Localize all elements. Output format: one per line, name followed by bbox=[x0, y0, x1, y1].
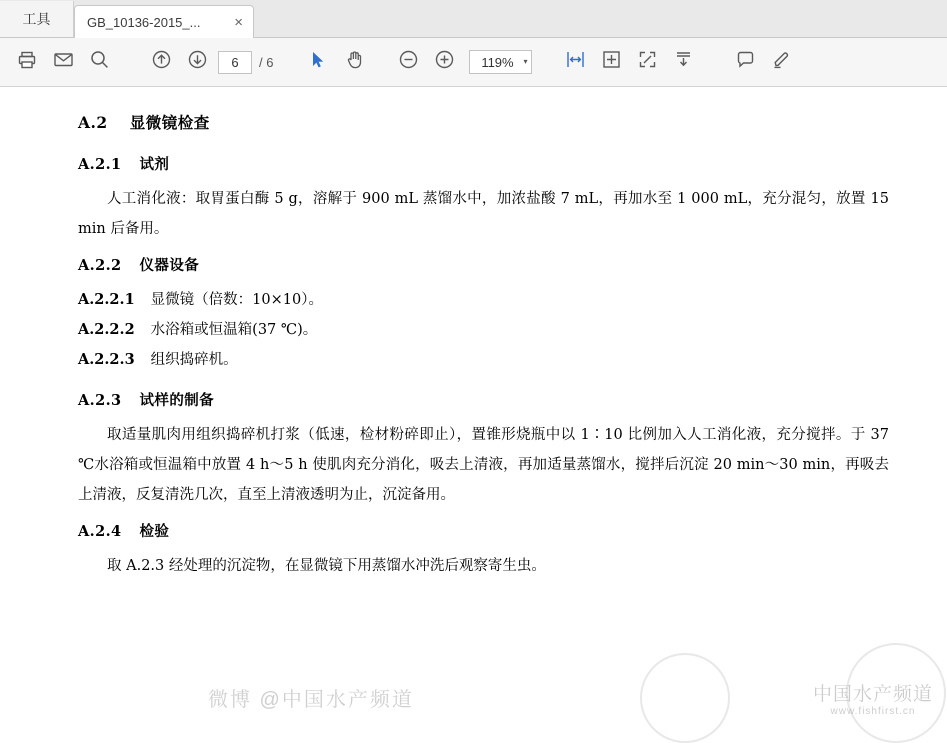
item-text: 组织捣碎机。 bbox=[150, 352, 238, 368]
comment-icon bbox=[735, 49, 756, 75]
section-title: 检验 bbox=[139, 523, 170, 540]
page-number-input[interactable] bbox=[218, 51, 252, 74]
weibo-watermark: 微博 @中国水产频道 bbox=[208, 689, 414, 711]
toolbar bbox=[0, 38, 947, 87]
tab-bar bbox=[0, 0, 947, 38]
tab-tools-label: 工具 bbox=[22, 11, 51, 27]
printer-icon bbox=[17, 50, 37, 75]
tab-document[interactable] bbox=[74, 5, 254, 38]
print-button[interactable] bbox=[10, 45, 44, 79]
section-heading-a24 bbox=[78, 520, 889, 541]
zoom-out-button[interactable] bbox=[391, 45, 425, 79]
section-heading-a22 bbox=[78, 254, 889, 275]
item-text: 水浴箱或恒温箱(37 ℃)。 bbox=[150, 322, 318, 338]
fit-page-icon bbox=[601, 49, 622, 75]
arrow-down-icon bbox=[187, 49, 208, 75]
section-number: A.2 bbox=[78, 113, 108, 132]
zoom-in-button[interactable] bbox=[427, 45, 461, 79]
minus-circle-icon bbox=[398, 49, 419, 75]
section-number: A.2.4 bbox=[78, 523, 122, 540]
zoom-level-select[interactable] bbox=[469, 50, 532, 74]
scroll-down-icon bbox=[673, 49, 694, 75]
magnifier-icon bbox=[89, 49, 110, 75]
tab-document-label: GB_10136-2015_... bbox=[87, 14, 201, 30]
section-heading-a21 bbox=[78, 153, 889, 174]
watermark-circle bbox=[640, 653, 730, 743]
highlight-button[interactable] bbox=[764, 45, 798, 79]
arrow-up-icon bbox=[151, 49, 172, 75]
section-title: 仪器设备 bbox=[139, 257, 200, 274]
highlighter-icon bbox=[771, 49, 792, 75]
previous-page-button[interactable] bbox=[144, 45, 178, 79]
list-item bbox=[78, 315, 889, 345]
paragraph-reagent: 人工消化液：取胃蛋白酶 5 g，溶解于 900 mL 蒸馏水中，加浓盐酸 7 mL，再加水至 1 000 mL，充分混匀，放置 15 min 后备用。 bbox=[78, 191, 889, 237]
comment-button[interactable] bbox=[728, 45, 762, 79]
envelope-icon bbox=[53, 49, 74, 75]
section-heading-a23 bbox=[78, 389, 889, 410]
item-number: A.2.2.3 bbox=[78, 351, 135, 368]
paragraph-sample-preparation: 取适量肌肉用组织捣碎机打浆（低速，检材粉碎即止），置锥形烧瓶中以 1∶10 比例加入人工消化液，充分搅拌。于 37 ℃水浴箱或恒温箱中放置 4 h～5 h 使肌肉充分消化，吸去上清液，再加适量蒸馏水，搅拌后沉淀 20 min～30 min，再吸去上清液，反复清洗几次，直至上清液透明为止，沉淀备用。 bbox=[78, 427, 889, 503]
plus-circle-icon bbox=[434, 49, 455, 75]
close-icon[interactable]: × bbox=[234, 13, 243, 31]
fullscreen-icon bbox=[637, 49, 658, 75]
chevron-down-icon: ▾ bbox=[523, 57, 528, 66]
section-number: A.2.1 bbox=[78, 156, 122, 173]
section-title: 试样的制备 bbox=[139, 392, 215, 409]
item-number: A.2.2.1 bbox=[78, 291, 135, 308]
section-number: A.2.3 bbox=[78, 392, 122, 409]
email-button[interactable] bbox=[46, 45, 80, 79]
document-viewer[interactable] bbox=[0, 87, 947, 717]
watermark-circle bbox=[846, 643, 946, 743]
select-tool-button[interactable] bbox=[301, 45, 335, 79]
page-total-label: / 6 bbox=[259, 54, 274, 70]
section-number: A.2.2 bbox=[78, 257, 122, 274]
pdf-page bbox=[0, 87, 947, 643]
list-item bbox=[78, 285, 889, 315]
fit-page-button[interactable] bbox=[594, 45, 628, 79]
item-number: A.2.2.2 bbox=[78, 321, 135, 338]
item-text: 显微镜（倍数：10×10）。 bbox=[150, 292, 323, 308]
zoom-level-value: 119% bbox=[481, 54, 514, 70]
paragraph-inspection: 取 A.2.3 经处理的沉淀物，在显微镜下用蒸馏水冲洗后观察寄生虫。 bbox=[107, 558, 546, 574]
list-item bbox=[78, 345, 889, 375]
site-watermark-url: www.fishfirst.cn bbox=[830, 706, 916, 717]
next-page-button[interactable] bbox=[180, 45, 214, 79]
scroll-mode-button[interactable] bbox=[666, 45, 700, 79]
page-navigation bbox=[218, 51, 273, 74]
tab-tools[interactable] bbox=[0, 1, 74, 37]
section-title: 试剂 bbox=[139, 156, 170, 173]
section-title: 显微镜检查 bbox=[129, 113, 210, 132]
fullscreen-button[interactable] bbox=[630, 45, 664, 79]
fit-width-icon bbox=[565, 49, 586, 75]
cursor-icon bbox=[308, 50, 328, 75]
fit-width-button[interactable] bbox=[558, 45, 592, 79]
hand-icon bbox=[344, 49, 365, 75]
site-watermark-name: 中国水产频道 bbox=[812, 684, 933, 705]
section-heading-a2 bbox=[78, 111, 889, 133]
hand-tool-button[interactable] bbox=[337, 45, 371, 79]
search-button[interactable] bbox=[82, 45, 116, 79]
